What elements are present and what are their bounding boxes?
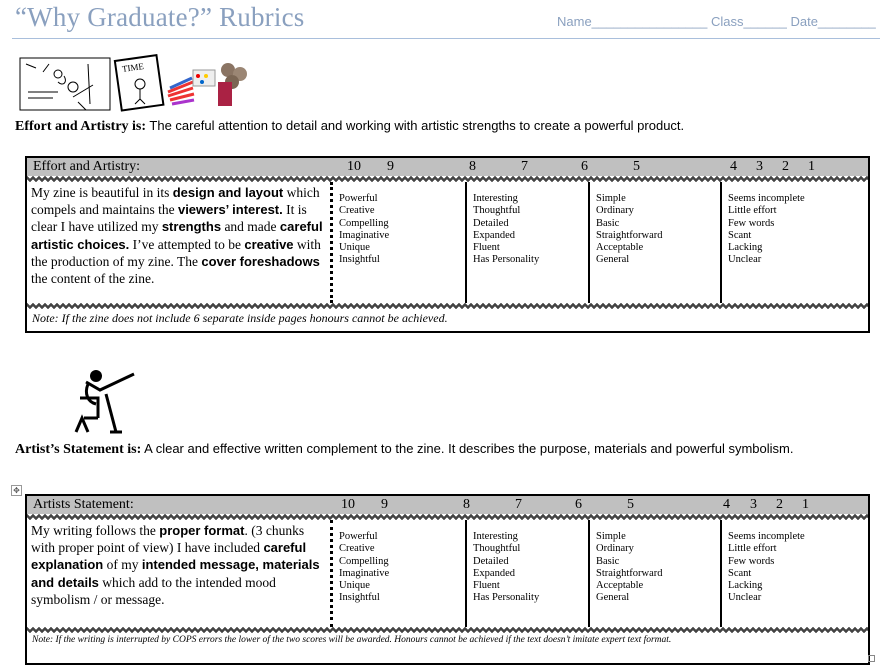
- score-10: 10: [347, 159, 361, 174]
- table-resize-handle[interactable]: [868, 655, 875, 662]
- score-column-2: [467, 520, 590, 627]
- descriptor: Simple: [596, 193, 626, 204]
- rubric-note: Note: If the writing is interrupted by COPS errors the lower of the two scores will be awarded. Honours cannot be achieved if the text doesn’t imitate expert text format.: [32, 635, 672, 645]
- rubric-description: [27, 520, 333, 627]
- descriptor: Ordinary: [596, 205, 634, 217]
- descriptor: Insightful: [339, 592, 380, 604]
- score-6: 6: [581, 159, 588, 174]
- descriptor: Interesting: [473, 193, 518, 204]
- rubric-body-row: [27, 520, 868, 627]
- description-segment: I’ve attempted to be: [129, 236, 245, 252]
- descriptor: Scant: [728, 229, 752, 241]
- descriptor: Unclear: [728, 592, 762, 604]
- score-column-1: [333, 182, 467, 303]
- artist-statement-rubric-table: [25, 494, 870, 665]
- descriptor: Powerful: [339, 531, 378, 542]
- description-segment: cover foreshadows: [201, 253, 320, 269]
- score-5: 5: [627, 497, 634, 512]
- score-3: 3: [756, 159, 763, 174]
- page-title: “Why Graduate?” Rubrics: [15, 2, 305, 32]
- name-class-date-fields: Name________________ Class______ Date________: [557, 14, 876, 29]
- descriptor: Creative: [339, 543, 375, 555]
- score-column-3: [590, 520, 722, 627]
- score-2: 2: [782, 159, 789, 174]
- description-segment: of my: [103, 557, 142, 573]
- score-7: 7: [515, 497, 522, 512]
- description-segment: the content of the zine.: [31, 271, 155, 287]
- descriptor: Has Personality: [473, 592, 540, 604]
- table-move-handle-icon[interactable]: ✥: [11, 485, 22, 496]
- rubric-title: Effort and Artistry:: [33, 159, 141, 174]
- descriptor: Acceptable: [596, 242, 644, 254]
- description-segment: design and layout: [172, 185, 284, 200]
- descriptor: Has Personality: [473, 254, 540, 266]
- description-segment: creative: [244, 236, 294, 252]
- description-segment: My zine is beautiful in its: [31, 185, 173, 200]
- descriptor: Few words: [728, 555, 775, 567]
- rubric-header-row: [27, 158, 868, 176]
- writer-at-desk-clipart: [66, 368, 138, 436]
- description-segment: . (3 chunks with proper point of view) I have included: [31, 523, 305, 556]
- score-9: 9: [387, 159, 394, 174]
- descriptor: Unclear: [728, 254, 762, 266]
- descriptor: Lacking: [728, 580, 763, 592]
- description-segment: My writing follows the: [31, 523, 160, 538]
- zine-clipart-image: [18, 52, 258, 114]
- descriptor: Basic: [596, 217, 620, 229]
- descriptor: Expanded: [473, 229, 515, 241]
- descriptor: Detailed: [473, 555, 509, 567]
- rubric-note: Note: If the zine does not include 6 separate inside pages honours cannot be achieved.: [32, 311, 448, 325]
- descriptor: Seems incomplete: [728, 193, 805, 204]
- artist-definition: [15, 439, 845, 460]
- score-2: 2: [776, 497, 783, 512]
- effort-definition-label: Effort and Artistry is:: [15, 119, 147, 134]
- header-divider: [12, 38, 880, 39]
- descriptor: Creative: [339, 205, 375, 217]
- score-3: 3: [750, 497, 757, 512]
- descriptor: Ordinary: [596, 543, 634, 555]
- score-1: 1: [802, 497, 809, 512]
- rubric-body-row: [27, 182, 868, 303]
- descriptor: Imaginative: [339, 229, 390, 241]
- score-4: 4: [730, 159, 737, 174]
- descriptor: Basic: [596, 555, 620, 567]
- description-segment: viewers’ interest.: [177, 202, 283, 218]
- descriptor: Fluent: [473, 242, 500, 254]
- rubric-description: [27, 182, 333, 303]
- description-segment: It is clear I have utilized my: [31, 202, 307, 235]
- description-segment: careful artistic choices.: [31, 219, 323, 252]
- descriptor: Scant: [728, 567, 752, 579]
- rubric-title: Artists Statement:: [33, 497, 134, 512]
- descriptor: Insightful: [339, 254, 380, 266]
- score-5: 5: [633, 159, 640, 174]
- descriptor: Compelling: [339, 555, 389, 567]
- descriptor: General: [596, 592, 630, 604]
- descriptor: Straightforward: [596, 229, 663, 241]
- description-segment: with the production of my zine. The: [31, 236, 321, 269]
- descriptor: Thoughtful: [473, 543, 521, 555]
- score-9: 9: [381, 497, 388, 512]
- rubric-header-row: [27, 496, 868, 514]
- score-6: 6: [575, 497, 582, 512]
- description-segment: careful explanation: [31, 540, 307, 573]
- description-segment: proper format: [159, 523, 245, 538]
- description-segment: intended message, materials and details: [31, 557, 320, 590]
- descriptor: Compelling: [339, 217, 389, 229]
- descriptor: Seems incomplete: [728, 531, 805, 542]
- artist-definition-text: A clear and effective written complement to the zine. It describes the purpose, materials and powerful symbolism.: [141, 441, 794, 456]
- effort-rubric-table: [25, 156, 870, 333]
- score-column-4: [722, 182, 868, 303]
- descriptor: Little effort: [728, 543, 777, 555]
- description-segment: which compels and maintains the: [31, 185, 320, 218]
- score-column-2: [467, 182, 590, 303]
- descriptor: Interesting: [473, 531, 518, 542]
- artist-definition-label: Artist’s Statement is:: [15, 442, 142, 457]
- description-segment: strengths: [161, 219, 222, 235]
- svg-text:TIME: TIME: [121, 61, 145, 75]
- score-7: 7: [521, 159, 528, 174]
- descriptor: Little effort: [728, 205, 777, 217]
- effort-definition: [15, 118, 684, 135]
- descriptor: Acceptable: [596, 580, 644, 592]
- effort-definition-text: The careful attention to detail and working with artistic strengths to create a powerful product.: [146, 118, 685, 133]
- descriptor: Fluent: [473, 580, 500, 592]
- descriptor: General: [596, 254, 630, 266]
- score-10: 10: [341, 497, 355, 512]
- score-column-3: [590, 182, 722, 303]
- descriptor: Thoughtful: [473, 205, 521, 217]
- score-4: 4: [723, 497, 730, 512]
- descriptor: Detailed: [473, 217, 509, 229]
- score-column-1: [333, 520, 467, 627]
- score-1: 1: [808, 159, 815, 174]
- score-8: 8: [469, 159, 476, 174]
- descriptor: Unique: [339, 580, 370, 592]
- descriptor: Imaginative: [339, 567, 390, 579]
- descriptor: Simple: [596, 531, 626, 542]
- score-column-4: [722, 520, 868, 627]
- descriptor: Powerful: [339, 193, 378, 204]
- descriptor: Straightforward: [596, 567, 663, 579]
- descriptor: Lacking: [728, 242, 763, 254]
- descriptor: Expanded: [473, 567, 515, 579]
- description-segment: which add to the intended mood symbolism / or message.: [31, 574, 276, 607]
- descriptor: Unique: [339, 242, 370, 254]
- descriptor: Few words: [728, 217, 775, 229]
- description-segment: and made: [221, 219, 280, 235]
- score-8: 8: [463, 497, 470, 512]
